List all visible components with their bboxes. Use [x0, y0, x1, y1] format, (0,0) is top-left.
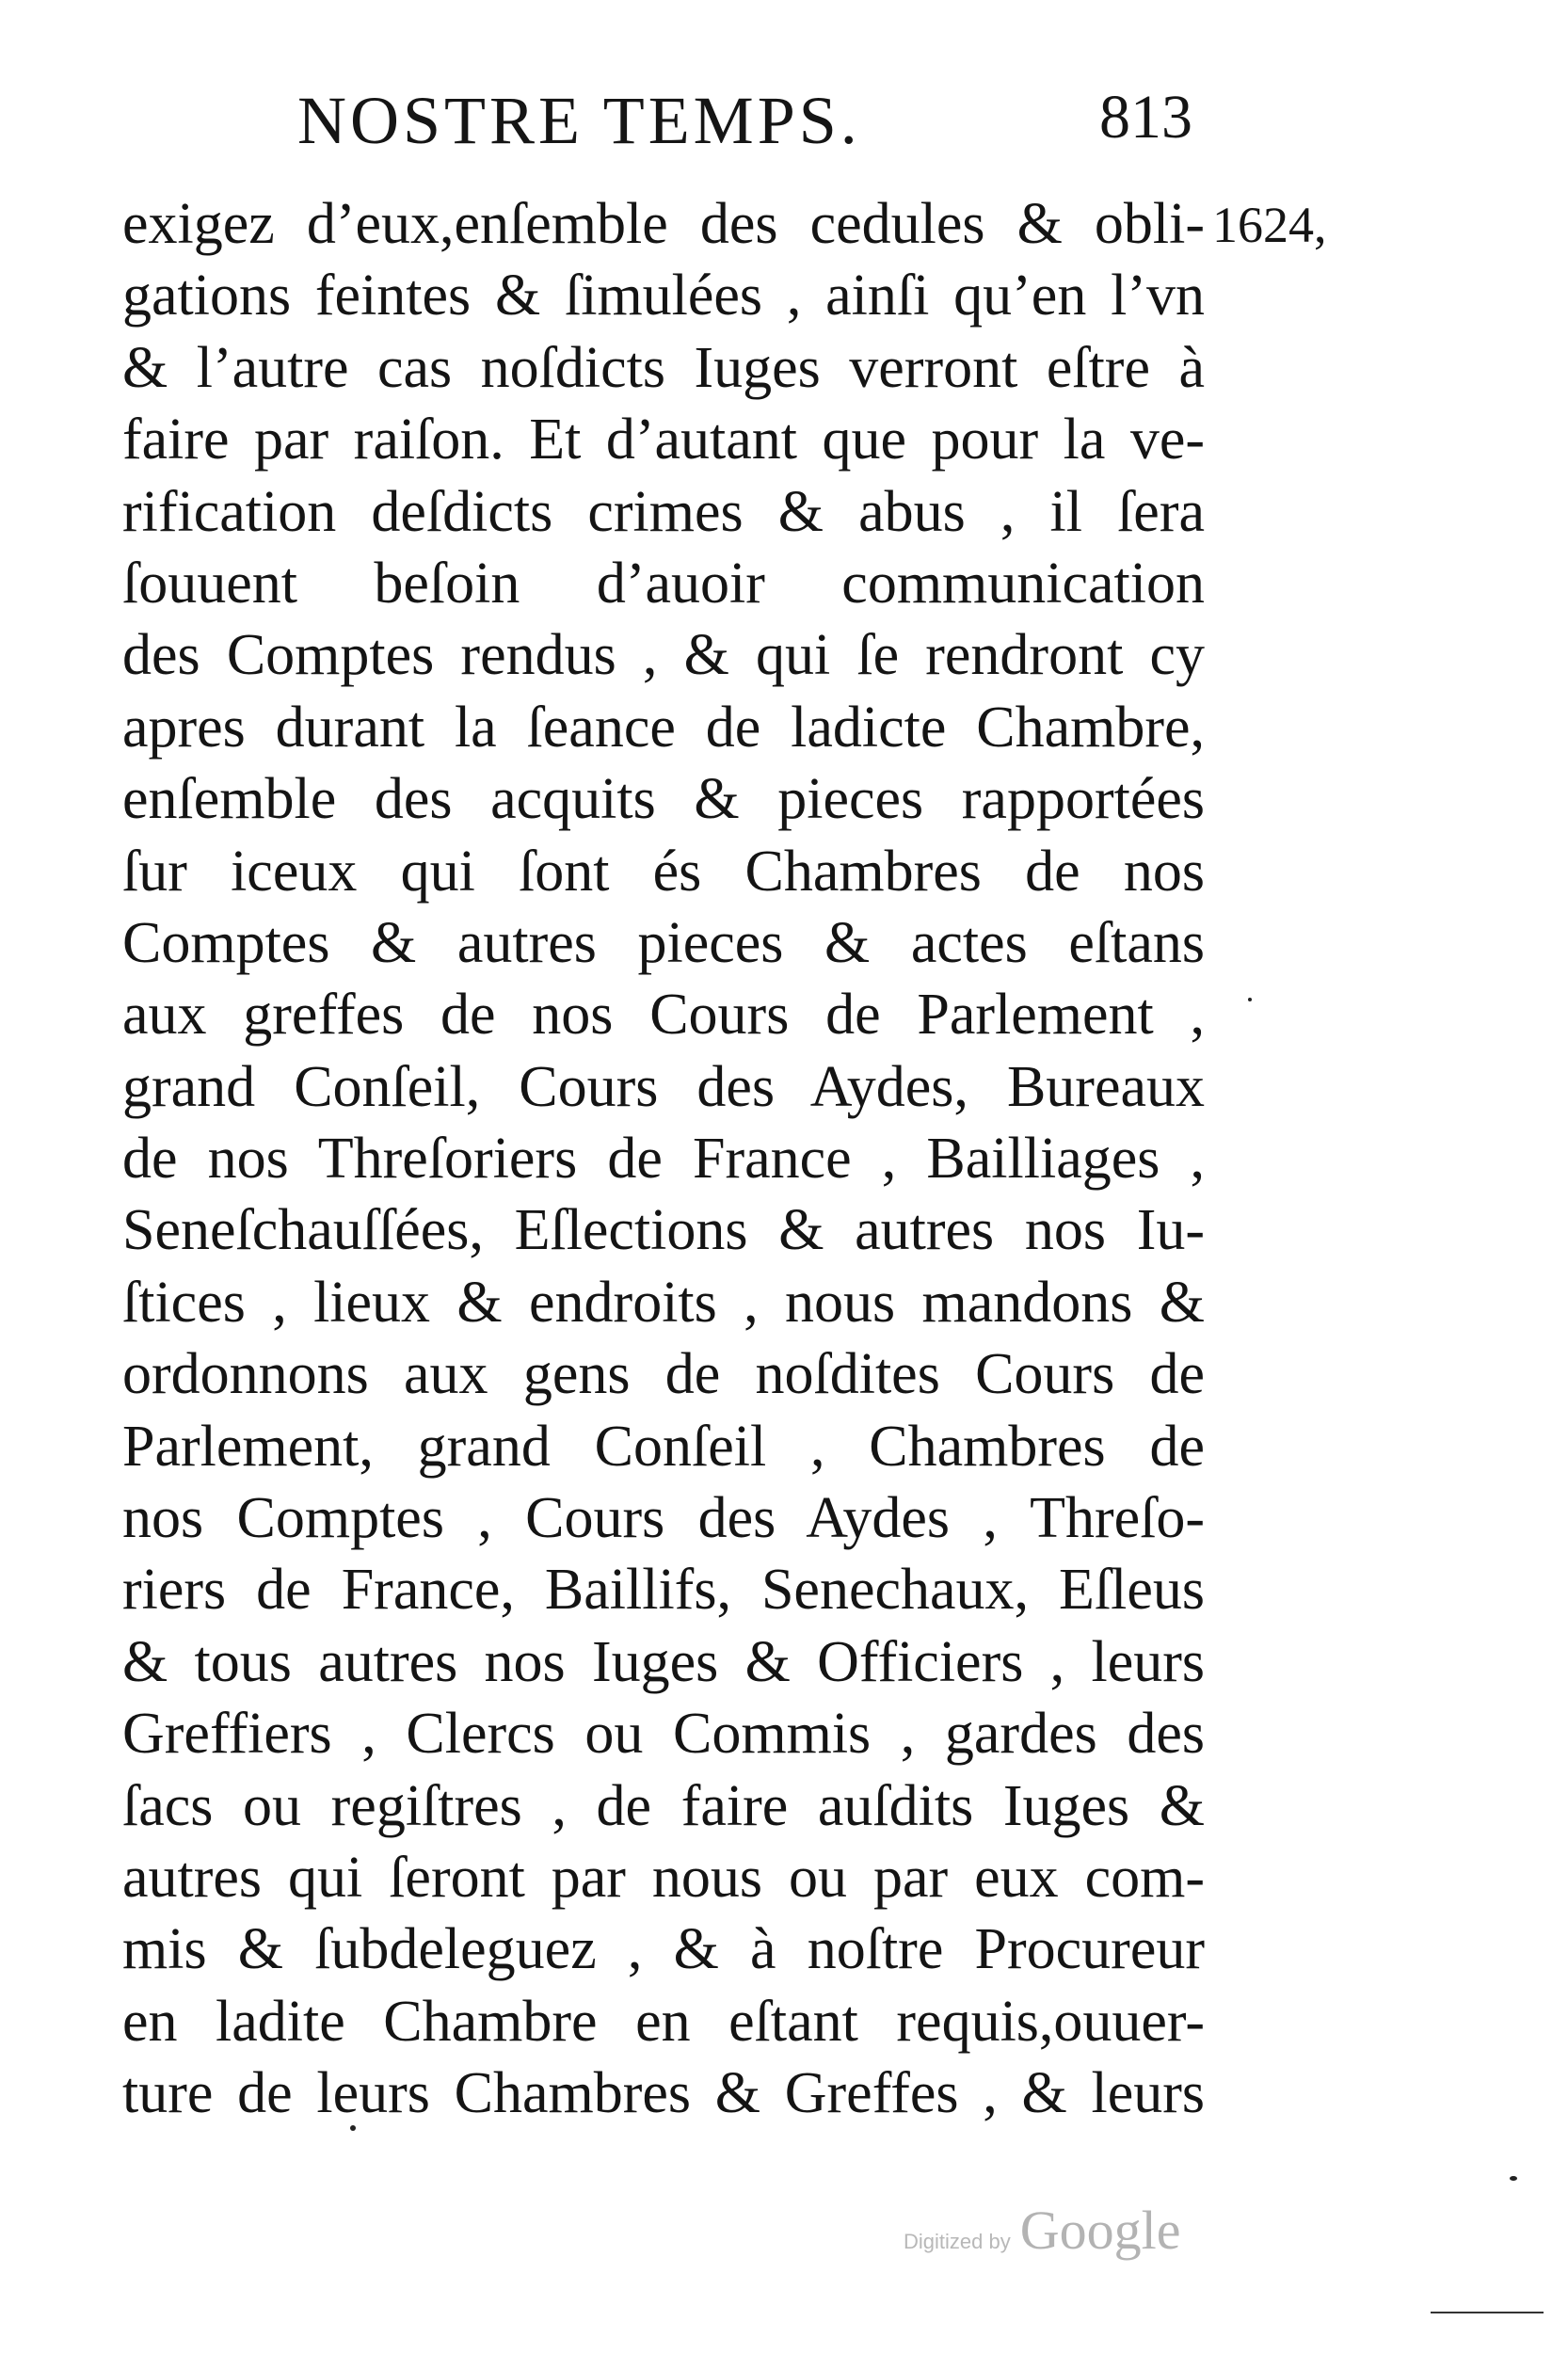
text-line: grand Conſeil, Cours des Aydes, Bureaux	[122, 1054, 1205, 1119]
text-line: de nos Threſoriers de France , Bailliages ,	[122, 1127, 1205, 1192]
text-line: en ladite Chambre en eſtant requis,ouuer-	[122, 1989, 1205, 2054]
page-number: 813	[1099, 83, 1192, 152]
text-line: des Comptes rendus , & qui ſe rendront cy	[122, 623, 1205, 688]
text-line: Greffiers , Clercs ou Commis , gardes des	[122, 1702, 1205, 1767]
ink-speck	[350, 2125, 356, 2131]
text-line: ſouuent beſoin d’auoir communication	[122, 551, 1205, 616]
text-line: apres durant la ſeance de ladicte Chambre,	[122, 695, 1205, 760]
digitized-by-label: Digitized by	[904, 2230, 1011, 2253]
text-line: aux greffes de nos Cours de Parlement ,	[122, 983, 1205, 1048]
text-line: ordonnons aux gens de noſdites Cours de	[122, 1342, 1205, 1407]
text-line: faire par raiſon. Et d’autant que pour la ve-	[122, 408, 1205, 472]
footer-rule	[1431, 2312, 1544, 2313]
text-line: ſtices , lieux & endroits , nous mandons &	[122, 1270, 1205, 1335]
digitization-watermark	[904, 2199, 1180, 2262]
text-line: & l’autre cas noſdicts Iuges verront eſtre à	[122, 335, 1205, 400]
ink-speck	[1248, 998, 1252, 1001]
text-line: rification deſdicts crimes & abus , il ſera	[122, 479, 1205, 544]
google-logo: Google	[1019, 2200, 1181, 2261]
text-line: & tous autres nos Iuges & Officiers , leurs	[122, 1629, 1205, 1694]
text-line: Seneſchauſſées, Eſlections & autres nos Iu-	[122, 1198, 1205, 1263]
running-head: NOSTRE TEMPS.	[297, 83, 861, 158]
text-line: gations feintes & ſimulées , ainſi qu’en l’vn	[122, 264, 1205, 328]
text-line: riers de France, Baillifs, Senechaux, Eſleus	[122, 1558, 1205, 1623]
text-line: ture de leurs Chambres & Greffes , & leurs	[122, 2061, 1205, 2126]
text-line: ſur iceux qui ſont és Chambres de nos	[122, 839, 1205, 904]
text-line: autres qui ſeront par nous ou par eux com-	[122, 1845, 1205, 1910]
text-line: Comptes & autres pieces & actes eſtans	[122, 910, 1205, 975]
text-line: ſacs ou regiſtres , de faire auſdits Iuges &	[122, 1773, 1205, 1838]
body-text	[122, 188, 1205, 2130]
margin-year-note: 1624,	[1212, 197, 1327, 253]
text-line: mis & ſubdeleguez , & à noſtre Procureur	[122, 1917, 1205, 1982]
ink-speck	[1510, 2176, 1517, 2181]
text-line: enſemble des acquits & pieces rapportées	[122, 767, 1205, 832]
text-line: exigez d’eux,enſemble des cedules & obli-	[122, 192, 1205, 256]
text-line: Parlement, grand Conſeil , Chambres de	[122, 1414, 1205, 1479]
text-line: nos Comptes , Cours des Aydes , Threſo-	[122, 1486, 1205, 1551]
